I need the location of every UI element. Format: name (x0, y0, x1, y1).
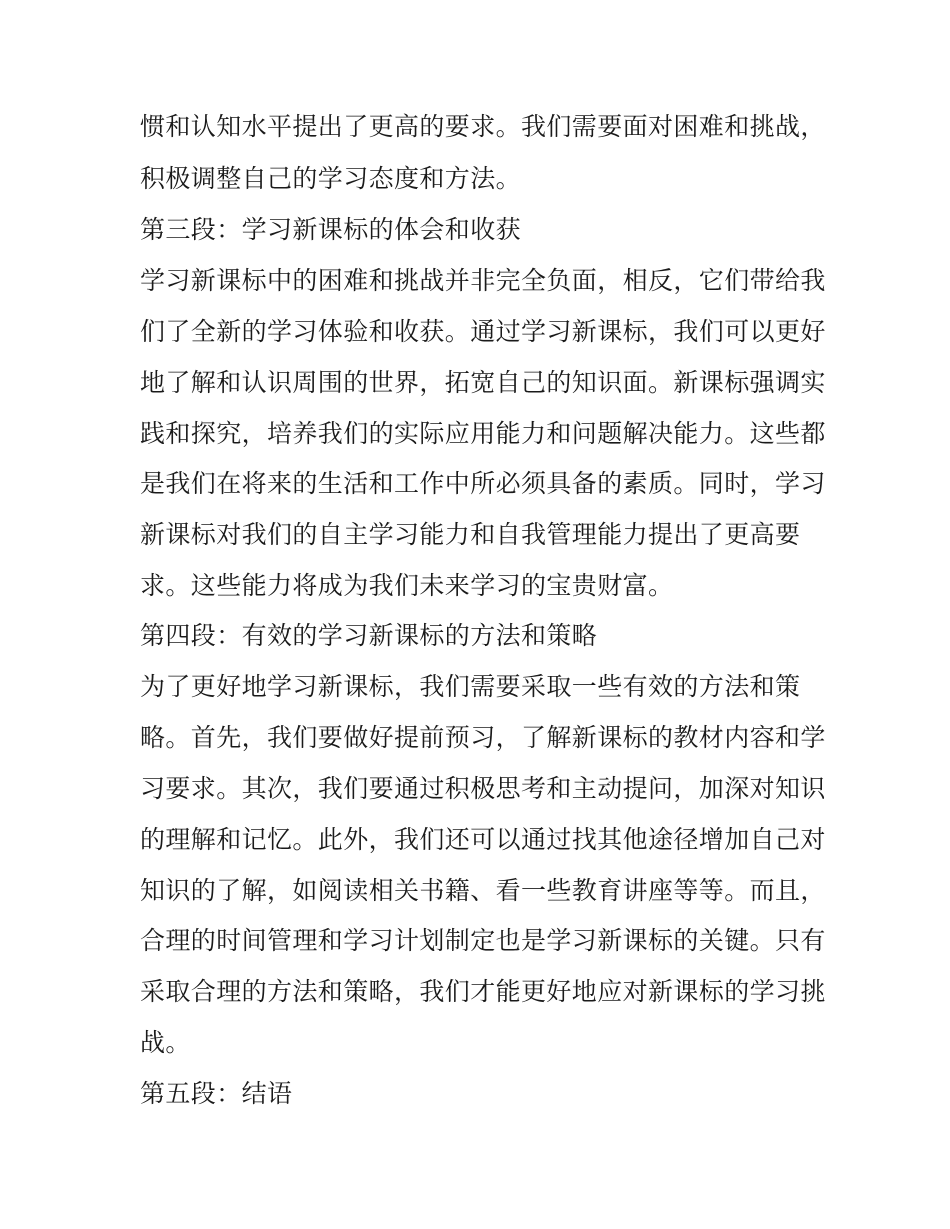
paragraph-line: 为了更好地学习新课标，我们需要采取一些有效的方法和策 (140, 672, 801, 701)
paragraph-line: 地了解和认识周围的世界，拓宽自己的知识面。新课标强调实 (140, 368, 826, 397)
paragraph-line: 战。 (140, 1028, 191, 1057)
section-heading: 第四段：有效的学习新课标的方法和策略 (140, 621, 598, 650)
paragraph-line: 们了全新的学习体验和收获。通过学习新课标，我们可以更好 (140, 317, 826, 346)
paragraph-line: 的理解和记忆。此外，我们还可以通过找其他途径增加自己对 (140, 825, 826, 854)
paragraph-line: 践和探究，培养我们的实际应用能力和问题解决能力。这些都 (140, 419, 826, 448)
paragraph-line: 求。这些能力将成为我们未来学习的宝贵财富。 (140, 571, 674, 600)
section-heading: 第五段：结语 (140, 1079, 293, 1108)
paragraph-line: 习要求。其次，我们要通过积极思考和主动提问，加深对知识 (140, 774, 826, 803)
paragraph-line: 新课标对我们的自主学习能力和自我管理能力提出了更高要 (140, 520, 801, 549)
paragraph-line: 惯和认知水平提出了更高的要求。我们需要面对困难和挑战， (140, 112, 826, 141)
paragraph-line: 略。首先，我们要做好提前预习，了解新课标的教材内容和学 (140, 723, 826, 752)
paragraph-line: 合理的时间管理和学习计划制定也是学习新课标的关键。只有 (140, 926, 826, 955)
section-heading: 第三段：学习新课标的体会和收获 (140, 215, 522, 244)
paragraph-line: 知识的了解，如阅读相关书籍、看一些教育讲座等等。而且， (140, 876, 826, 905)
paragraph-line: 是我们在将来的生活和工作中所必须具备的素质。同时，学习 (140, 469, 826, 498)
paragraph-line: 采取合理的方法和策略，我们才能更好地应对新课标的学习挑 (140, 977, 826, 1006)
paragraph-line: 学习新课标中的困难和挑战并非完全负面，相反，它们带给我 (140, 266, 826, 295)
paragraph-line: 积极调整自己的学习态度和方法。 (140, 164, 522, 193)
